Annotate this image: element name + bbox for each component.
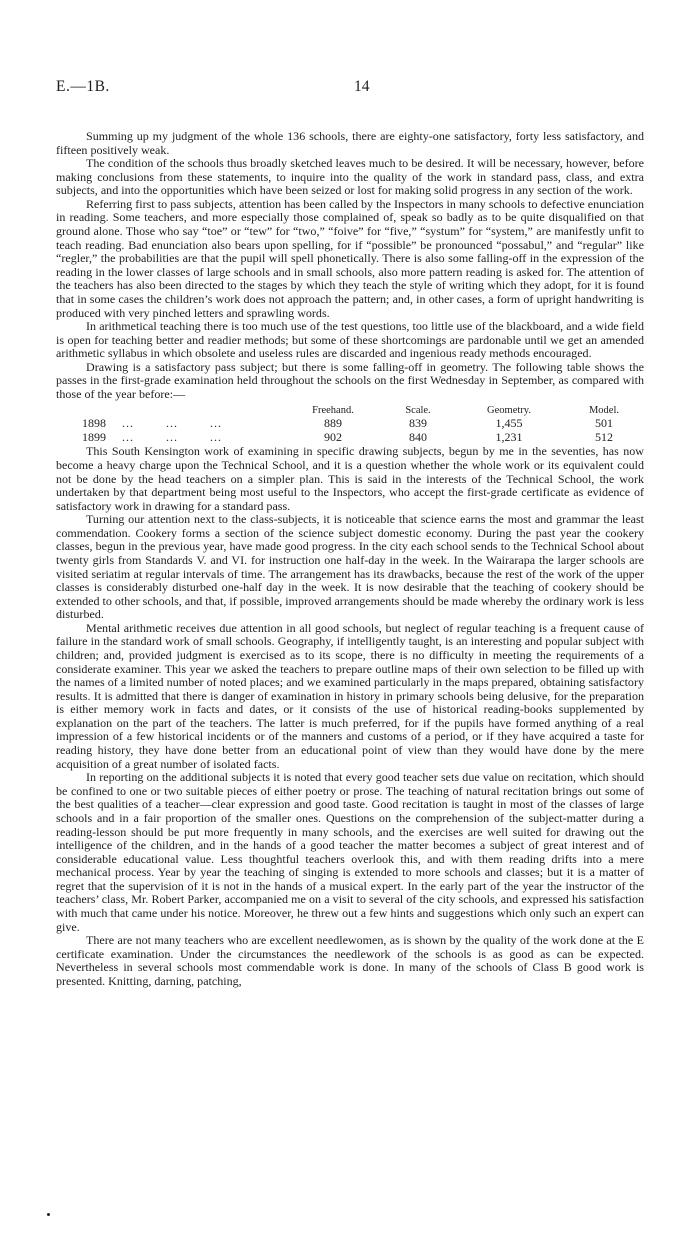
paragraph-summary: Summing up my judgment of the whole 136 schools, there are eighty-one satisfactory, forty less satisfactory, and fifteen positively weak. [56,129,644,157]
paragraph-condition: The condition of the schools thus broadly sketched leaves much to be desired. It will be necessary, however, before making conclusions from these statements, to inquire into the quality of the work in standard pass, class, and extra subjects, and into the opportunities which have been seized or lost for making solid progress in any section of the work. [56,156,644,198]
report-body [56,130,644,988]
cell-geometry: 1,455 [495,416,523,431]
cell-geometry: 1,231 [495,429,523,444]
document-reference: E.—1B. [56,78,110,95]
page-speck [47,1213,50,1216]
paragraph-additional-subjects: In reporting on the additional subjects it is noted that every good teacher sets due value on recitation, which should be confined to one or two suitable pieces of either poetry or prose. The teaching of natural recitation brings out some of the best qualities of a teacher—clear expression and good taste. Good recitation is taught in most of the classes of large schools and in a fair proportion of the smaller ones. Questions on the comprehension of the subject-matter during a reading-lesson should be put more frequently in many schools, and the exercises are well suited for drawing out the intelligence of the children, and in the hands of a good teacher the matter becomes a subject of great interest and of considerable educational value. Less thoughtful teachers overlook this, and with them reading drifts into a mere mechanical process. Year by year the teaching of singing is extended to more schools and classes; but it is a matter of regret that the supervision of it is not in the hands of a musical expert. In the early part of the year the instructor of the teachers’ class, Mr. Robert Parker, accompanied me on a visit to several of the city schools, and expressed his satisfaction with much that came under his notice. Moreover, he threw out a few hints and suggestions which only such an expert can give. [56,770,644,934]
table-header-row [56,404,644,418]
drawing-passes-table [56,404,644,445]
cell-model: 501 [595,416,613,431]
table-row [56,417,644,431]
paragraph-arithmetic: In arithmetical teaching there is too much use of the test questions, too little use of the blackboard, and a wide field is open for teaching better and readier methods; but some of these shortcomings are pardonable until we get an amended arithmetic syllabus in which obsolete and useless rules are discarded and ingenious ready methods encouraged. [56,319,644,361]
paragraph-class-subjects: Turning our attention next to the class-subjects, it is noticeable that science earns the most and grammar the least commendation. Cookery forms a section of the science subject domestic economy. During the past year the cookery classes, begun in the previous year, have made good progress. In the city each school sends to the Technical School about twenty girls from Standards V. and VI. for instruction one half-day in the week. In the Wairarapa the larger schools are visited seriatim at regular intervals of time. The arrangement has its drawbacks, because the rest of the work of the upper classes is considerably disturbed one-half day in the week. It is now desirable that the teaching of cookery should be extended to other schools, and that, if possible, improved arrangements should be made whereby the ordinary work is less disturbed. [56,512,644,622]
row-year: 1899 [82,429,106,444]
column-model: Model. [588,404,620,416]
paragraph-pass-subjects: Referring first to pass subjects, attention has been called by the Inspectors in many schools to defective enunciation in reading. Some teachers, and more especially those complained of, speak so badly as to be quite disqualified on that ground alone. Those who say “toe” or “tew” for “two,” “foive” for “five,” “systum” for “system,” are manifestly unfit to teach reading. Bad enunciation also bears upon spelling, for if “possible” be pronounced “possabul,” and “regular” like “regler,” the probabilities are that the pupil will spell phonetically. There is also some falling-off in the expression of the reading in the lower classes of large schools and in small schools, also more pattern reading is asked for. The attention of the teachers has also been directed to the stages by which they teach the style of writing which they adopt, for it is found that in some cases the children’s work does not approach the pattern; and, in other cases, a form of upright handwriting is produced with very pinched letters and sprawling words. [56,196,644,320]
dot-leader: ... ... ... [122,429,222,444]
column-freehand: Freehand. [312,404,354,416]
cell-freehand: 889 [324,416,342,431]
page-number: 14 [354,78,370,95]
paragraph-mental-arithmetic: Mental arithmetic receives due attention in all good schools, but neglect of regular teaching is a frequent cause of failure in the standard work of small schools. Geography, if intelligently taught, is an interesting and popular subject with children; and, provided judgment is exercised as to its scope, there is no difficulty in meeting the requirements of a considerate examiner. This year we asked the teachers to prepare outline maps of their own selection to be filled up with the names of a limited number of noted places; and we examined particularly in the maps prepared, obtaining satisfactory results. It is admitted that there is danger of examination in history in primary schools being delusive, for the preparation is either memory work in facts and dates, or it consists of the use of historical reading-books supplemented by explanation on the part of the teachers. The latter is much preferred, for if the pupils have formed anything of a real impression of a few historical incidents or of the manners and customs of a period, or if they have acquired a taste for reading history, they have done better from an educational point of view than they would have done by the mere acquisition of a great number of isolated facts. [56,620,644,771]
column-scale: Scale. [405,404,431,416]
cell-model: 512 [595,429,613,444]
paragraph-drawing: Drawing is a satisfactory pass subject; but there is some falling-off in geometry. The following table shows the passes in the first-grade examination held throughout the schools on the first Wednesday in September, as compared with those of the year before:— [56,359,644,401]
dot-leader: ... ... ... [122,416,222,431]
cell-scale: 840 [409,429,427,444]
page-header [56,78,644,100]
paragraph-south-kensington: This South Kensington work of examining in specific drawing subjects, begun by me in the seventies, has now become a heavy charge upon the Technical School, and it is a question whether the whole work or its equivalent could not be done by the head teachers on a simpler plan. This is said in the interests of the Technical School, the work undertaken by that department being most useful to the Inspectors, who accept the first-grade certificate as evidence of satisfactory work in drawing for a standard pass. [56,444,644,513]
cell-scale: 839 [409,416,427,431]
paragraph-needlework: There are not many teachers who are excellent needlewomen, as is shown by the quality of the work done at the E certificate examination. Under the circumstances the needlework of the schools is as good as can be expected. Nevertheless in several schools most commendable work is done. In many of the schools of Class B good work is presented. Knitting, darning, patching, [56,933,644,988]
row-year: 1898 [82,416,106,431]
column-geometry: Geometry. [487,404,531,416]
cell-freehand: 902 [324,429,342,444]
table-row [56,431,644,445]
